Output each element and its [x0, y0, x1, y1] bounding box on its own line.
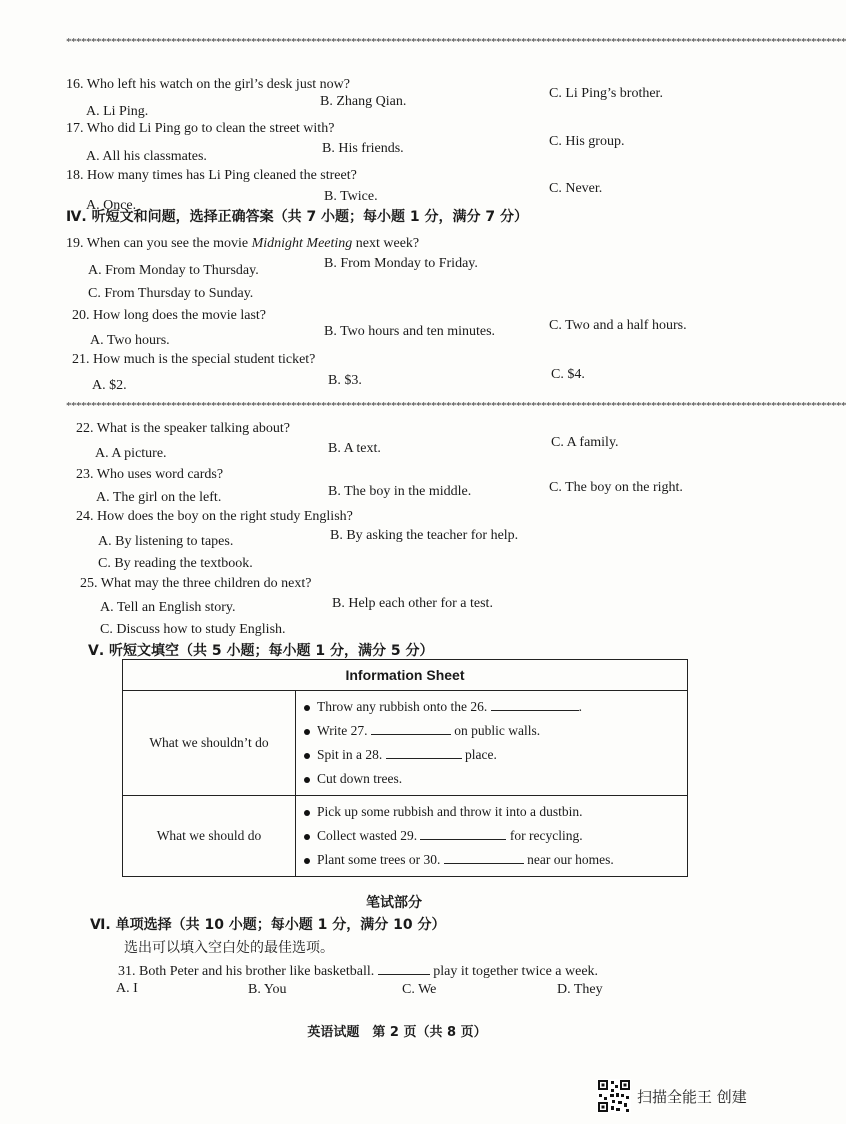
scanner-watermark [597, 1079, 747, 1113]
should-do-list [296, 796, 688, 877]
question-16: 16. Who left his watch on the girl’s desk just now? [66, 77, 350, 92]
section-5-heading: Ⅴ. 听短文填空（共 5 小题；每小题 1 分，满分 5 分） [88, 643, 434, 659]
list-item: Pick up some rubbish and throw it into a dustbin. [304, 800, 679, 824]
scanner-text: 扫描全能王 创建 [637, 1087, 747, 1106]
blank-28[interactable] [386, 744, 462, 759]
blank-31[interactable] [378, 960, 430, 975]
written-part-title: 笔试部分 [366, 895, 422, 911]
q22-option-a: A. A picture. [95, 446, 167, 461]
q31-option-b: B. You [248, 982, 287, 997]
q18-option-a: A. Once. [86, 198, 137, 213]
blank-26[interactable] [491, 696, 579, 711]
q22-option-b: B. A text. [328, 441, 381, 456]
section-6-heading: Ⅵ. 单项选择（共 10 小题；每小题 1 分，满分 10 分） [90, 917, 446, 933]
q25-option-a: A. Tell an English story. [100, 600, 236, 615]
q17-option-b: B. His friends. [322, 141, 404, 156]
table-title: Information Sheet [123, 660, 688, 691]
q17-option-c: C. His group. [549, 134, 625, 149]
q31-option-a: A. I [116, 981, 138, 996]
list-item: Throw any rubbish onto the 26. . [304, 695, 679, 719]
information-sheet-table [122, 659, 688, 877]
question-18: 18. How many times has Li Ping cleaned the street? [66, 168, 357, 183]
q23-option-a: A. The girl on the left. [96, 490, 222, 505]
separator-stars: ************************************************************************************************************************************************************ [66, 36, 846, 48]
should-do-label: What we should do [123, 796, 296, 877]
question-20: 20. How long does the movie last? [72, 308, 267, 323]
list-item: Spit in a 28. place. [304, 743, 679, 767]
q20-option-a: A. Two hours. [90, 333, 170, 348]
q16-option-c: C. Li Ping’s brother. [549, 86, 663, 101]
q23-option-c: C. The boy on the right. [549, 480, 683, 495]
q31-option-d: D. They [557, 982, 603, 997]
question-23: 23. Who uses word cards? [76, 467, 224, 482]
question-24: 24. How does the boy on the right study English? [76, 509, 353, 524]
blank-30[interactable] [444, 849, 524, 864]
q31-option-c: C. We [402, 982, 437, 997]
q24-option-c: C. By reading the textbook. [98, 556, 253, 571]
q20-option-b: B. Two hours and ten minutes. [324, 324, 496, 339]
list-item: Collect wasted 29. for recycling. [304, 824, 679, 848]
question-19: 19. When can you see the movie Midnight Meeting next week? [66, 236, 420, 251]
qr-code-icon [597, 1079, 631, 1113]
list-item: Cut down trees. [304, 767, 679, 791]
separator-stars: ************************************************************************************************************************************************************ [66, 400, 846, 412]
q19-option-a: A. From Monday to Thursday. [88, 263, 259, 278]
q18-option-b: B. Twice. [324, 189, 378, 204]
q19-option-c: C. From Thursday to Sunday. [88, 286, 254, 301]
shouldnt-do-list [296, 691, 688, 796]
q22-option-c: C. A family. [551, 435, 619, 450]
question-22: 22. What is the speaker talking about? [76, 421, 290, 436]
q16-option-a: A. Li Ping. [86, 104, 149, 119]
question-21: 21. How much is the special student ticket? [72, 352, 316, 367]
q16-option-b: B. Zhang Qian. [320, 94, 407, 109]
question-25: 25. What may the three children do next? [80, 576, 312, 591]
q19-option-b: B. From Monday to Friday. [324, 256, 478, 271]
q17-option-a: A. All his classmates. [86, 149, 207, 164]
q25-option-c: C. Discuss how to study English. [100, 622, 286, 637]
blank-27[interactable] [371, 720, 451, 735]
question-17: 17. Who did Li Ping go to clean the street with? [66, 121, 335, 136]
q24-option-a: A. By listening to tapes. [98, 534, 234, 549]
q25-option-b: B. Help each other for a test. [332, 596, 493, 611]
shouldnt-do-label: What we shouldn’t do [123, 691, 296, 796]
section-6-instruction: 选出可以填入空白处的最佳选项。 [124, 940, 334, 956]
q21-option-a: A. $2. [92, 378, 127, 393]
question-31: 31. Both Peter and his brother like basketball. play it together twice a week. [118, 960, 598, 980]
list-item: Write 27. on public walls. [304, 719, 679, 743]
q18-option-c: C. Never. [549, 181, 603, 196]
q24-option-b: B. By asking the teacher for help. [330, 528, 519, 543]
q20-option-c: C. Two and a half hours. [549, 318, 687, 333]
q21-option-b: B. $3. [328, 373, 362, 388]
q23-option-b: B. The boy in the middle. [328, 484, 472, 499]
q21-option-c: C. $4. [551, 367, 585, 382]
list-item: Plant some trees or 30. near our homes. [304, 848, 679, 872]
page-footer: 英语试题 第 2 页（共 8 页） [307, 1025, 487, 1040]
blank-29[interactable] [420, 825, 506, 840]
section-4-heading: Ⅳ. 听短文和问题，选择正确答案（共 7 小题；每小题 1 分，满分 7 分） [66, 209, 529, 225]
